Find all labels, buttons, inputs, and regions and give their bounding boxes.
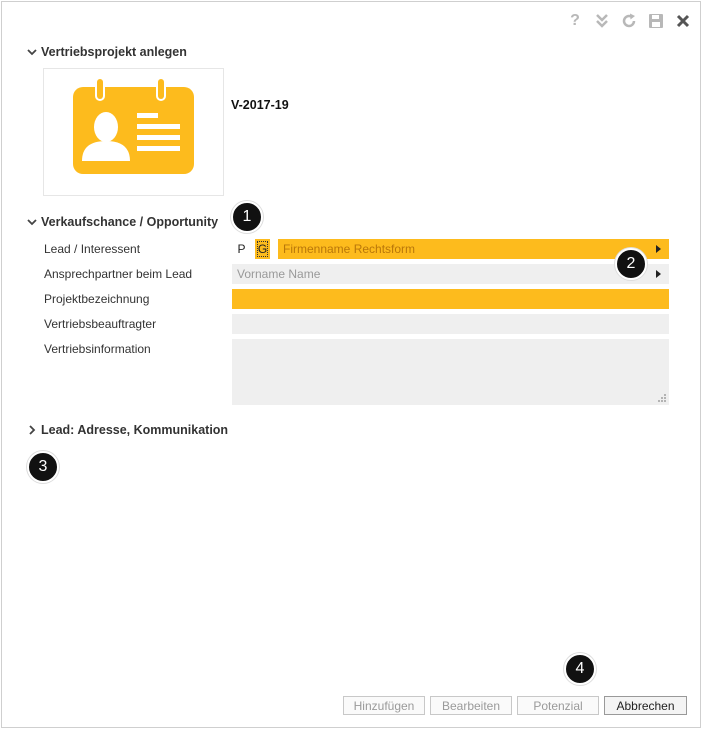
- chevron-down-icon: [26, 46, 38, 58]
- contact-label: Ansprechpartner beim Lead: [44, 267, 193, 281]
- section-lead-address-toggle[interactable]: [26, 423, 228, 437]
- dialog-footer: [343, 696, 687, 715]
- edit-button[interactable]: Bearbeiten: [430, 696, 512, 715]
- person-toggle-button[interactable]: P: [237, 242, 246, 256]
- section-opportunity-toggle[interactable]: [26, 215, 218, 229]
- section-lead-address-title: Lead: Adresse, Kommunikation: [41, 423, 229, 437]
- cancel-button[interactable]: Abbrechen: [604, 696, 687, 715]
- chevron-right-icon: [26, 424, 38, 436]
- callout-badge-3: 3: [27, 451, 59, 483]
- sales-info-textarea[interactable]: [232, 339, 669, 405]
- dropdown-arrow-icon[interactable]: [656, 270, 661, 278]
- section-project-toggle[interactable]: [26, 45, 187, 59]
- dropdown-arrow-icon[interactable]: [656, 245, 661, 253]
- save-icon[interactable]: [647, 12, 665, 30]
- contact-placeholder: Vorname Name: [237, 267, 321, 281]
- help-icon[interactable]: ?: [570, 12, 580, 29]
- callout-badge-4: 4: [564, 653, 596, 685]
- project-name-input[interactable]: [232, 289, 669, 309]
- section-project-title: Vertriebsprojekt anlegen: [41, 45, 187, 59]
- section-opportunity-title: Verkaufschance / Opportunity: [41, 215, 219, 229]
- id-badge-icon: [44, 69, 225, 197]
- resize-handle-icon[interactable]: [657, 393, 667, 403]
- add-button[interactable]: Hinzufügen: [343, 696, 425, 715]
- dialog-window: [1, 1, 701, 728]
- expand-all-icon[interactable]: [593, 12, 611, 30]
- chevron-down-icon: [26, 216, 38, 228]
- close-icon[interactable]: [674, 12, 692, 30]
- contact-input[interactable]: [232, 264, 669, 284]
- callout-badge-1: 1: [231, 201, 263, 233]
- lead-placeholder: Firmenname Rechtsform: [283, 242, 416, 256]
- window-toolbar: [566, 12, 692, 30]
- project-id: V-2017-19: [231, 98, 289, 112]
- lead-input[interactable]: [278, 239, 669, 259]
- potential-button[interactable]: Potenzial: [517, 696, 599, 715]
- lead-label: Lead / Interessent: [44, 242, 141, 256]
- callout-badge-2: 2: [615, 248, 647, 280]
- project-name-label: Projektbezeichnung: [44, 292, 150, 306]
- sales-info-label: Vertriebsinformation: [44, 342, 151, 356]
- company-toggle-button[interactable]: G: [255, 239, 270, 259]
- refresh-icon[interactable]: [620, 12, 638, 30]
- sales-rep-input[interactable]: [232, 314, 669, 334]
- project-image-card: [43, 68, 224, 196]
- sales-rep-label: Vertriebsbeauftragter: [44, 317, 157, 331]
